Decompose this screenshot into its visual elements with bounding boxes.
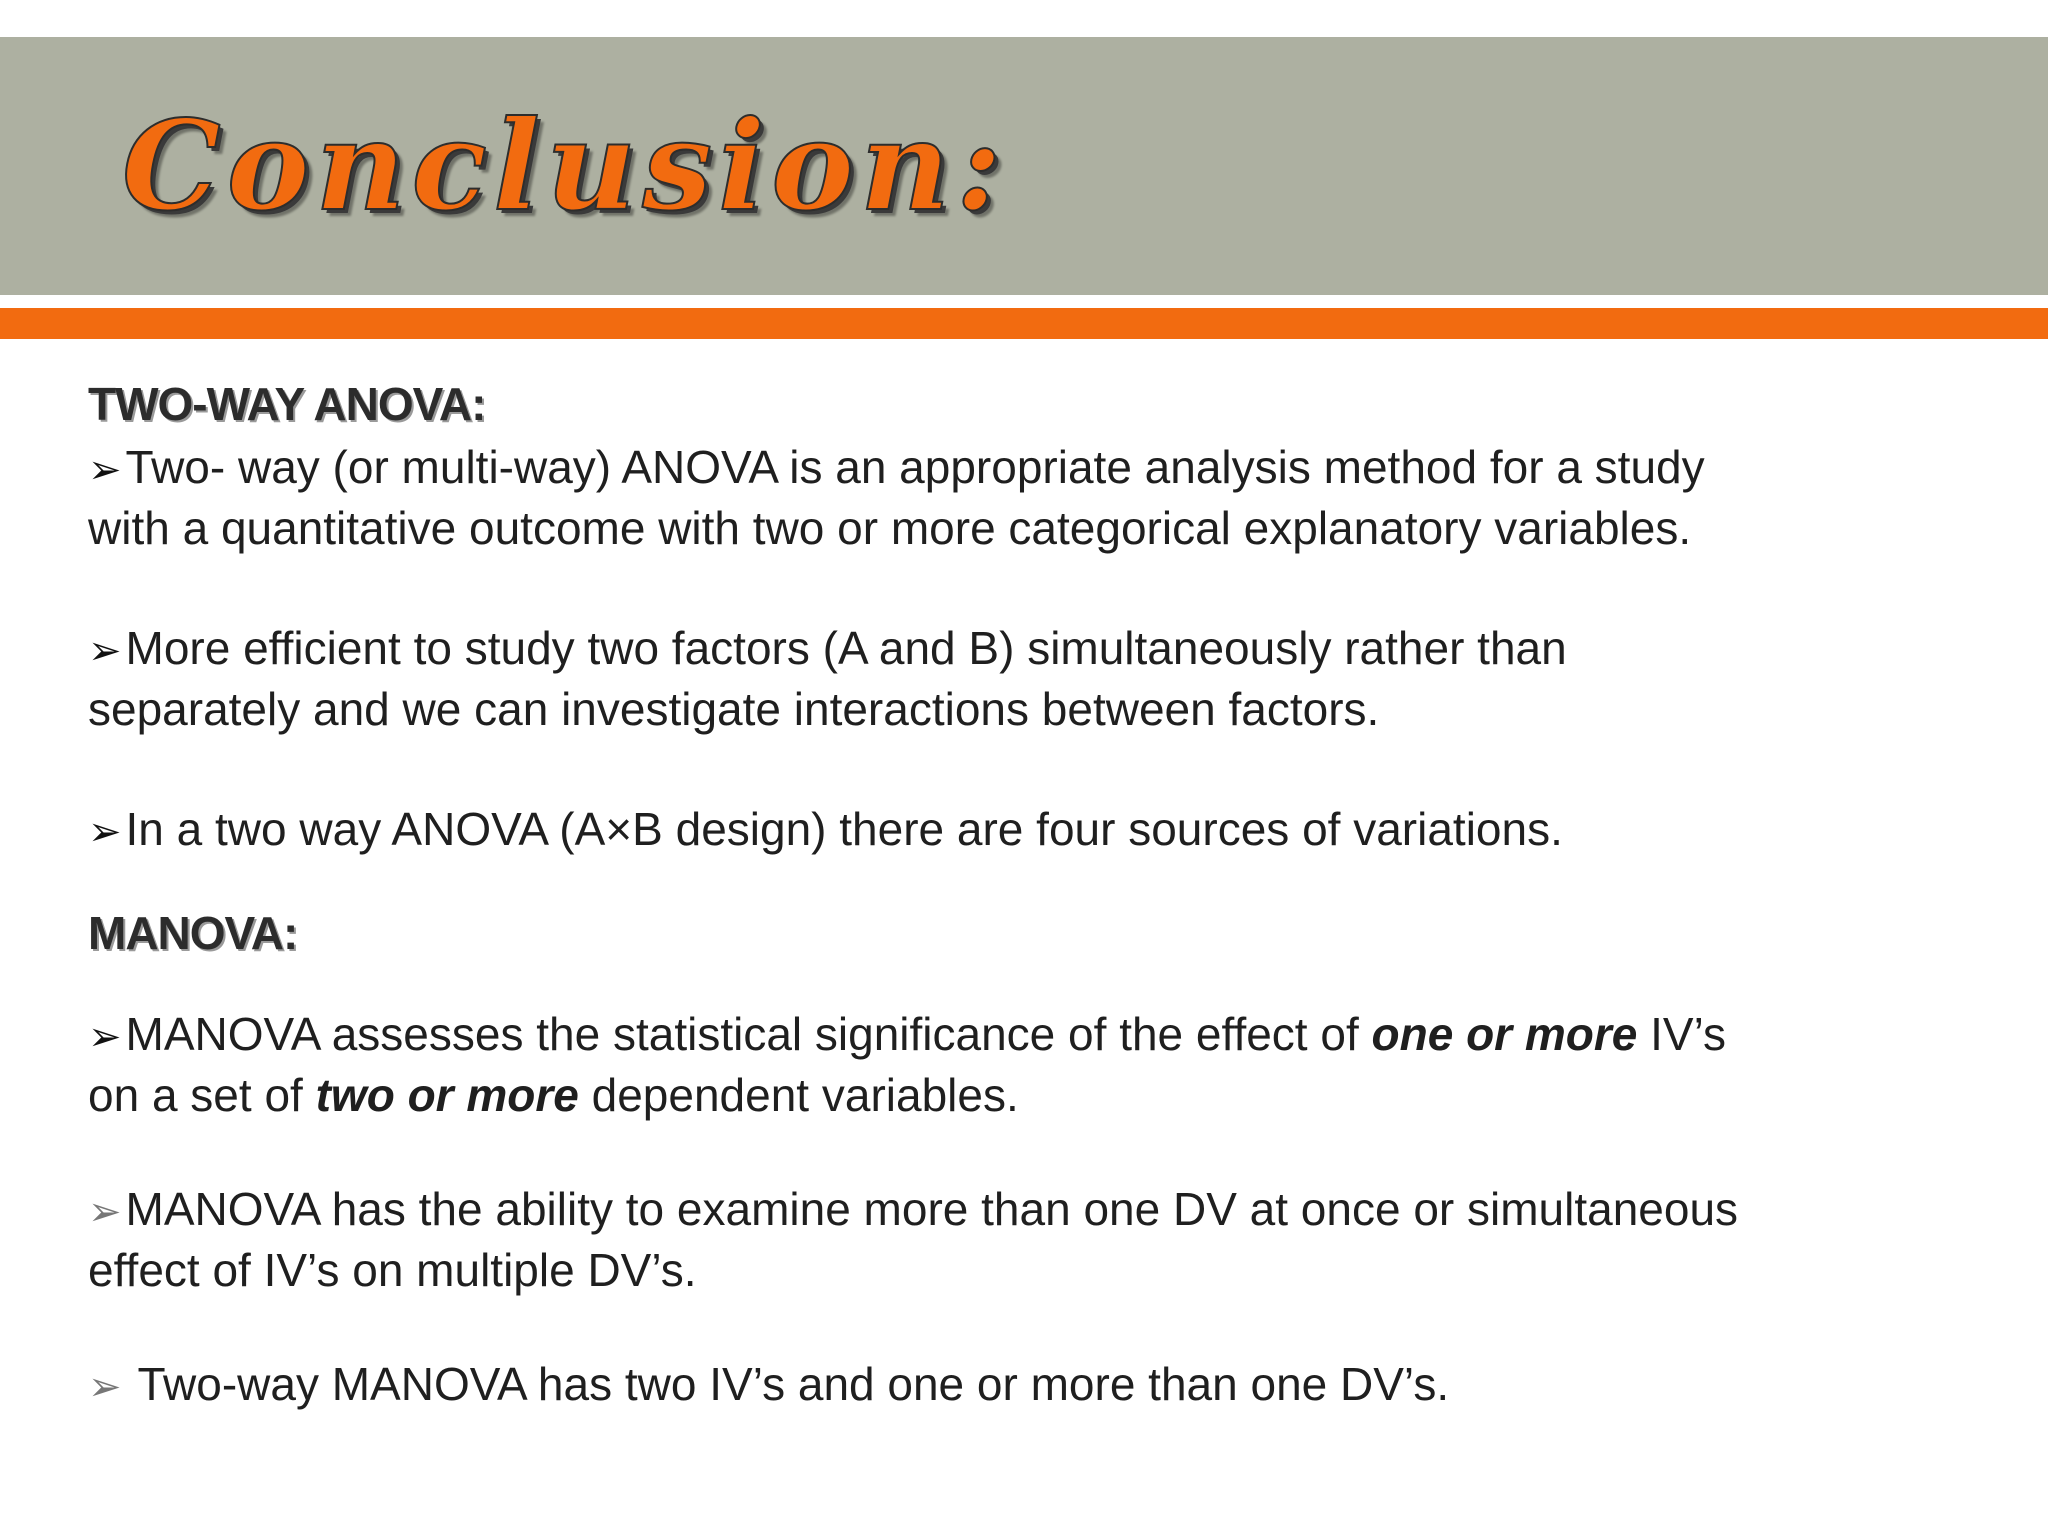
arrow-bullet-icon: ➢ [88,809,122,855]
manova-bullet-1-emphasis-2: two or more [315,1069,579,1121]
arrow-bullet-icon: ➢ [88,1364,122,1410]
slide-title: Conclusion: [122,94,1008,239]
anova-bullet-1-line-1: Two- way (or multi-way) ANOVA is an appropriate analysis method for a study [125,441,1705,493]
anova-bullet-3 [88,800,2008,861]
manova-bullet-2-line-1: MANOVA has the ability to examine more than one DV at once or simultaneous [125,1183,1739,1235]
arrow-bullet-icon: ➢ [88,628,122,674]
manova-bullet-3 [88,1355,2008,1416]
anova-bullet-2 [88,619,2008,738]
manova-heading: MANOVA: [88,907,298,959]
arrow-bullet-icon: ➢ [88,1189,122,1235]
manova-bullet-3-text: Two-way MANOVA has two IV’s and one or more than one DV’s. [125,1358,1450,1410]
manova-bullet-1-part-2: IV’s [1637,1008,1726,1060]
slide-content [88,370,2008,1416]
manova-bullet-2 [88,1180,2008,1299]
manova-bullet-2-line-2: effect of IV’s on multiple DV’s. [88,1244,697,1296]
arrow-bullet-icon: ➢ [88,447,122,493]
manova-bullet-1-part-1: MANOVA assesses the statistical significance of the effect of [125,1008,1372,1060]
manova-bullet-1 [88,1005,2008,1124]
manova-bullet-1-part-4: dependent variables. [578,1069,1019,1121]
anova-bullet-2-line-1: More efficient to study two factors (A and B) simultaneously rather than [125,622,1567,674]
anova-heading: TWO-WAY ANOVA: [88,378,486,430]
anova-bullet-3-line-1: In a two way ANOVA (A×B design) there are four sources of variations. [125,803,1563,855]
manova-bullet-1-emphasis-1: one or more [1371,1008,1638,1060]
manova-bullet-1-part-3: on a set of [88,1069,316,1121]
accent-bar [0,308,2048,339]
anova-bullet-1-line-2: with a quantitative outcome with two or more categorical explanatory variables. [88,502,1692,554]
anova-bullet-1 [88,438,2008,557]
arrow-bullet-icon: ➢ [88,1014,122,1060]
anova-bullet-2-line-2: separately and we can investigate interactions between factors. [88,683,1380,735]
